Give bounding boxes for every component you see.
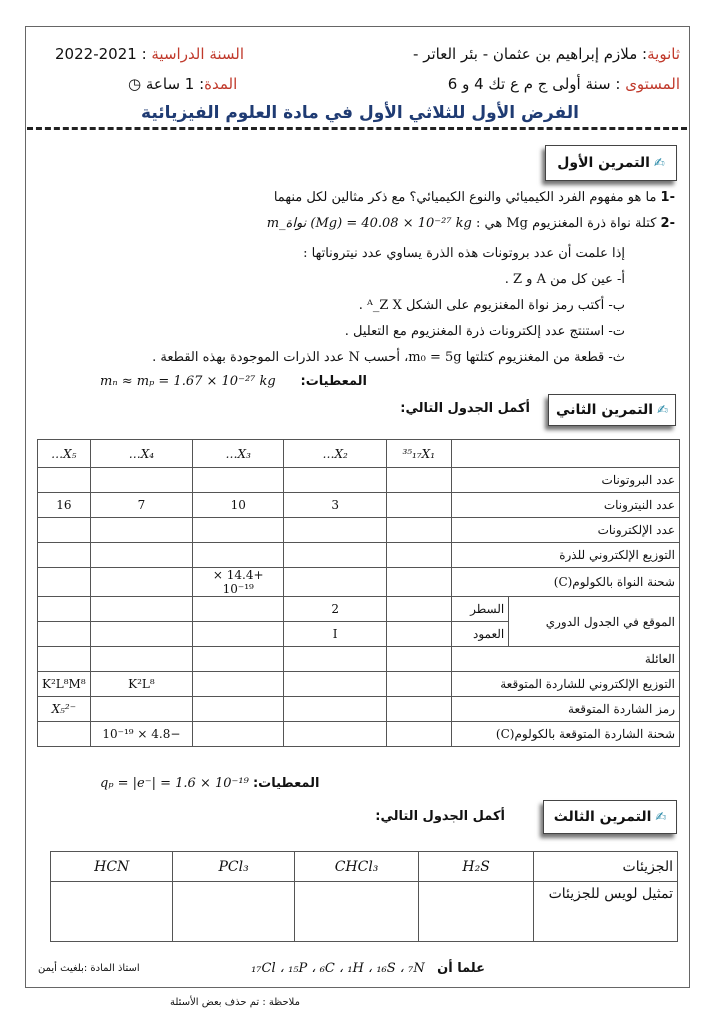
row-label: العائلة (451, 647, 680, 672)
table-cell (173, 882, 294, 942)
table-cell (90, 697, 193, 722)
table-cell: I (284, 622, 387, 647)
table-cell (387, 622, 452, 647)
elements-list: ₁₇Cl ، ₁₅P ، ₆C ، ₁H ، ₁₆S ، ₇N (251, 961, 425, 976)
pen-icon: ✍ (657, 402, 668, 418)
table-cell (193, 622, 284, 647)
table-cell (387, 568, 452, 597)
table-cell (284, 697, 387, 722)
elements-given (251, 961, 485, 976)
table-cell (90, 518, 193, 543)
table-cell (387, 468, 452, 493)
question-1 (274, 190, 675, 205)
school-value: ملازم إبراهيم بن عثمان - بئر العاتر - (413, 45, 638, 63)
q2-part-c: ت- استنتج عدد إلكترونات ذرة المغنزيوم مع التعليل . (344, 324, 625, 339)
table-cell (38, 468, 91, 493)
row-label: تمثيل لويس للجزيئات (533, 882, 677, 942)
q2-text: كتلة نواة ذرة المغنزيوم Mg هي : (476, 216, 657, 231)
table-cell (387, 697, 452, 722)
table-cell (38, 647, 91, 672)
exercise2-heading-text: التمرين الثاني (556, 402, 654, 418)
table-cell (387, 543, 452, 568)
table-cell (294, 882, 419, 942)
q2-part-d: ث- قطعة من المغنزيوم كتلتها m₀ = 5g، أحسب N عدد الذرات الموجودة بهذه القطعة . (152, 350, 625, 365)
exercise3-table (50, 851, 678, 942)
table-cell (38, 722, 91, 747)
pen-icon: ✍ (653, 155, 665, 171)
ex1-given-formula: mₙ ≈ mₚ = 1.67 × 10⁻²⁷ kg (100, 374, 276, 389)
teacher-name: استاذ المادة :بلغيث أيمن (38, 963, 140, 974)
molecule-cell: H₂S (419, 852, 533, 882)
ex2-given (100, 776, 319, 791)
table-cell (387, 722, 452, 747)
row-group-label: الموقع في الجدول الدوري (509, 597, 680, 647)
table-cell (284, 468, 387, 493)
q1-text: ما هو مفهوم الفرد الكيميائي والنوع الكيميائي؟ مع ذكر مثالين لكل منهما (273, 190, 657, 205)
table-cell (284, 722, 387, 747)
table-cell (284, 518, 387, 543)
table-cell: +14.4 × 10⁻¹⁹ (193, 568, 284, 597)
table-cell (193, 597, 284, 622)
column-header: …X₃ (193, 440, 284, 468)
exercise2-heading (548, 394, 676, 426)
table-cell: −4.8 × 10⁻¹⁹ (90, 722, 193, 747)
exercise1-heading (545, 145, 677, 181)
question-2 (267, 216, 675, 231)
row-label: الجزيئات (533, 852, 677, 882)
table-cell (38, 568, 91, 597)
exercise3-instruction: أكمل الجدول التالي: (375, 809, 505, 824)
page-title: الفرض الأول للثلاثي الأول في مادة العلوم الفيزيائية (141, 103, 579, 123)
q2-intro: إذا علمت أن عدد بروتونات هذه الذرة يساوي عدد نيتروناتها : (303, 246, 625, 261)
q2-part-b: ب- أكتب رمز نواة المغنزيوم على الشكل ᴬ_Z X . (358, 298, 625, 313)
table-cell (38, 543, 91, 568)
table-cell (193, 697, 284, 722)
table-cell (90, 568, 193, 597)
level-line: المستوى : سنة أولى ج م ع تك 4 و 6 (447, 75, 680, 93)
table-cell (38, 597, 91, 622)
row-label: عدد النيترونات (451, 493, 680, 518)
clock-icon: ◷ (128, 75, 142, 93)
exercise2-table (37, 439, 680, 747)
table-cell (193, 518, 284, 543)
table-cell (387, 647, 452, 672)
year-value: 2021-2022 (55, 45, 137, 63)
row-label: عدد الإلكترونات (451, 518, 680, 543)
table-cell (193, 468, 284, 493)
ex1-given-label: المعطيات: (300, 374, 368, 389)
ex2-given-formula: qₚ = |e⁻| = 1.6 × 10⁻¹⁹ (100, 776, 249, 791)
table-row (38, 518, 680, 543)
ex2-given-label: المعطيات: (252, 776, 320, 791)
row-label: شحنة الشاردة المتوقعة بالكولوم(C) (451, 722, 680, 747)
table-cell (90, 622, 193, 647)
dashed-divider (27, 127, 687, 130)
row-label: السطر (451, 597, 509, 622)
table-cell (193, 543, 284, 568)
table-cell (387, 518, 452, 543)
molecules-row (51, 852, 678, 882)
table-cell: K²L⁸ (90, 672, 193, 697)
school-label: ثانوية (647, 45, 680, 63)
q2-formula: m_نواة (Mg) = 40.08 × 10⁻²⁷ kg (266, 216, 472, 231)
molecule-cell: CHCl₃ (294, 852, 419, 882)
table-cell (38, 622, 91, 647)
table-cell (193, 647, 284, 672)
elements-given-label: علما أن (437, 961, 485, 976)
row-label: عدد البروتونات (451, 468, 680, 493)
table-cell (90, 468, 193, 493)
column-header: …X₄ (90, 440, 193, 468)
table-cell (90, 543, 193, 568)
table-cell (387, 672, 452, 697)
q2-part-a: أ- عين كل من A و Z . (504, 272, 625, 287)
row-label: العمود (451, 622, 509, 647)
table-cell: K²L⁸M⁸ (38, 672, 91, 697)
duration-line: المدة: 1 ساعة ◷ (128, 75, 238, 93)
table-cell (38, 518, 91, 543)
table-cell (284, 543, 387, 568)
school-line: ثانوية: ملازم إبراهيم بن عثمان - بئر العاتر - (413, 45, 680, 63)
column-header: ³⁵₁₇X₁ (387, 440, 452, 468)
table-row (38, 468, 680, 493)
exercise2-instruction: أكمل الجدول التالي: (400, 401, 530, 416)
column-header: …X₅ (38, 440, 91, 468)
table-cell (284, 672, 387, 697)
table-row (38, 543, 680, 568)
table-cell (90, 647, 193, 672)
exercise1-heading-text: التمرين الأول (557, 155, 650, 171)
row-label: التوزيع الإلكتروني للذرة (451, 543, 680, 568)
duration-label: المدة (204, 75, 238, 93)
exercise3-heading-text: التمرين الثالث (553, 809, 652, 825)
table-cell: 2 (284, 597, 387, 622)
table-row (38, 597, 680, 622)
table-row (38, 647, 680, 672)
table-cell (419, 882, 533, 942)
column-header: …X₂ (284, 440, 387, 468)
row-label: التوزيع الإلكتروني للشاردة المتوقعة (451, 672, 680, 697)
year-label: السنة الدراسية (151, 45, 245, 63)
table-cell: 3 (284, 493, 387, 518)
table-corner (451, 440, 680, 468)
lewis-row (51, 882, 678, 942)
pen-icon: ✍ (655, 809, 667, 825)
level-label: المستوى (625, 75, 680, 93)
note: ملاحظة : تم حذف بعض الأسئلة (170, 997, 300, 1008)
q1-number: -1 (660, 190, 675, 205)
table-row (38, 722, 680, 747)
q2-number: -2 (660, 216, 675, 231)
table-cell (387, 493, 452, 518)
table-row (38, 568, 680, 597)
table-header-row (38, 440, 680, 468)
table-row (38, 672, 680, 697)
row-label: رمز الشاردة المتوقعة (451, 697, 680, 722)
table-row (38, 493, 680, 518)
table-cell: X₅²⁻ (38, 697, 91, 722)
table-cell (193, 672, 284, 697)
table-cell (284, 647, 387, 672)
level-value: سنة أولى ج م ع تك 4 و 6 (447, 75, 611, 93)
table-cell (193, 722, 284, 747)
table-cell (387, 597, 452, 622)
table-cell (284, 568, 387, 597)
table-cell: 16 (38, 493, 91, 518)
molecule-cell: PCl₃ (173, 852, 294, 882)
exercise3-heading (543, 800, 677, 834)
molecule-cell: HCN (51, 852, 173, 882)
table-cell (51, 882, 173, 942)
table-cell (90, 597, 193, 622)
table-row (38, 697, 680, 722)
ex1-given (100, 374, 367, 389)
table-cell: 10 (193, 493, 284, 518)
row-label: شحنة النواة بالكولوم(C) (451, 568, 680, 597)
year-line: السنة الدراسية : 2021-2022 (55, 45, 245, 63)
duration-value: 1 ساعة (145, 75, 195, 93)
table-cell: 7 (90, 493, 193, 518)
